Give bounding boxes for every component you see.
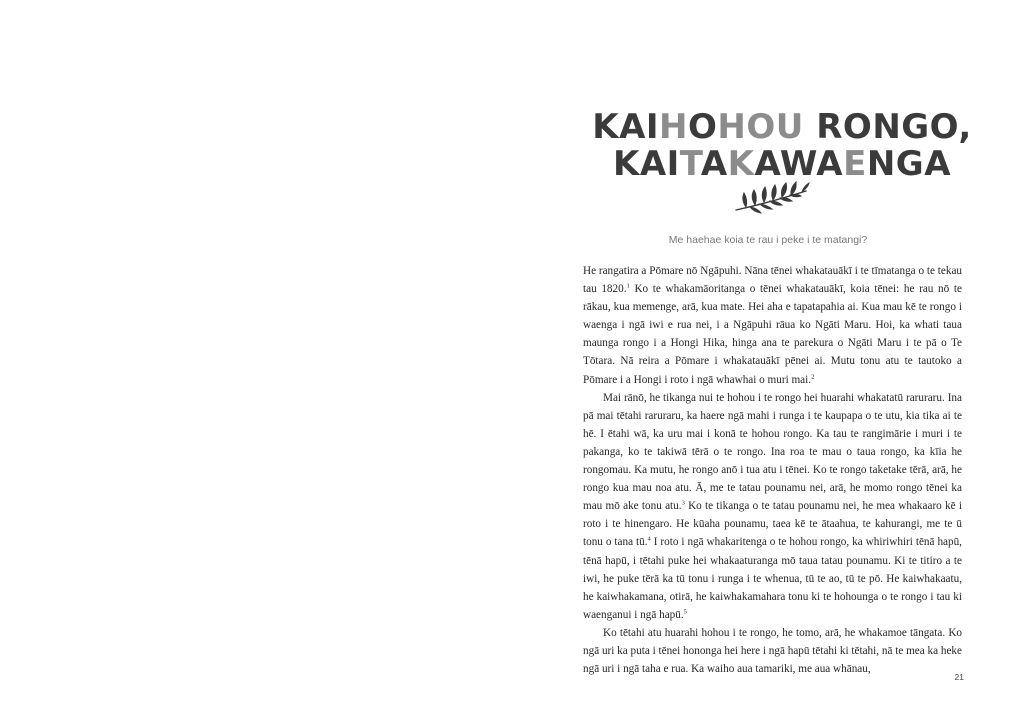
title-fragment: H [659,106,689,147]
title-fragment: O [688,106,718,147]
chapter-title-line-1 [582,106,982,147]
title-fragment: NGA [866,143,952,184]
paragraph-text: He rangatira a Pōmare nō Ngāpuhi. Nāna tēnei whakatauākī i te tīmatanga o te tekau tau 1820. [583,265,962,296]
paragraph-text: Ko te whakamāoritanga o tēnei whakatauākī, koia tēnei: he rau nō te rākau, kua memenge, arā, kua mate. Hei aha e tapatapahia ai. Kua mau kē te rongo i waenga i ngā iwi e rua nei, i a Ngāpuhi rāua ko Ngāti Maru. Hoi, ka whati taua maunga rongo i a Hongi Hika, hinga ana te parekura o Ngāti Maru i te pā o Te Tōtara. Nā reira a Pōmare i whakatauākī pēnei ai. Mutu tonu atu te tautoko a Pōmare i a Hongi i roto i ngā whawhai o muri mai. [583,283,962,386]
paragraph-text: Ko te tikanga o te tatau pounamu nei, he mea whakaaro kē i roto i te hinengaro. He kūaha pounamu, taea kē te ātaahua, te kahurangi, me te ū tonu o tana tū. [583,500,962,549]
paragraph-text: I roto i ngā whakaritenga o te hohou rongo, ka whiriwhiri tēnā hapū, tēnā hapū, i tētahi puke hei whakaaturanga mō taua tatau pounamu. Ki te titiro a te iwi, he puke tērā ka tū tonu i runga i te whenua, tū te ao, tū te pō. He kaiwhakaatu, he kaiwhakamana, otirā, he kaiwhakamahara tonu ki te hohounga o te rongo i tau ki waenganui i ngā hapū. [583,536,962,621]
paragraph-text: Ko tētahi atu huarahi hohou i te rongo, he tomo, arā, he whakamoe tāngata. Ko ngā uri ka puta i tēnei hononga hei here i ngā hapū tētahi ki tētahi, nā te mea ka heke ngā uri i ngā taha e rua. Ka waiho aua tamariki, me aua whānau, [583,626,962,676]
chapter-body-text [583,262,962,678]
footnote-marker[interactable]: 3 [681,499,685,507]
chapter-title [582,106,982,184]
body-paragraph [583,624,962,678]
title-fragment [804,107,816,147]
chapter-title-line-2 [582,143,982,184]
body-paragraph [583,262,962,389]
footnote-marker[interactable]: 5 [683,608,687,616]
title-fragment: KAI [612,143,680,184]
page-number: 21 [954,672,964,682]
title-fragment: KAI [592,106,660,147]
footnote-marker[interactable]: 2 [811,372,815,380]
title-fragment: HOU [717,106,804,147]
title-fragment: RONGO [816,106,959,147]
footnote-marker[interactable]: 1 [626,282,630,290]
title-fragment: AWA [754,143,844,184]
title-fragment: K [727,143,755,184]
right-page [512,0,1024,723]
title-fragment: , [958,106,972,147]
chapter-proverb: Me haehae koia te rau i peke i te matangi? [668,234,868,246]
title-fragment: E [843,143,867,184]
footnote-marker[interactable]: 4 [647,535,651,543]
title-fragment: A [700,143,728,184]
title-fragment: T [679,143,701,184]
paragraph-text: Mai rānō, he tikanga nui te hohou i te rongo hei huarahi whakatatū raruraru. Ina pā mai tētahi raruraru, ka haere ngā mahi i runga i te kaupapa o te utu, kia tika ai te hē. I ētahi wā, ka uru mai i konā te hohou rongo. Ka tau te rangimārie i muri i te pakanga, ko te takiwā tērā o te rongo. Ina roa te mau o taua rongo, ka kīia he rongomau. Ka mutu, he rongo anō i tua atu i tēnei. Ko te rongo taketake tērā, arā, he rongo kua mau noa atu. Ā, me te tatau pounamu nei, arā, he momo rongo tēnei ka mau mō ake tonu atu. [583,391,962,513]
body-paragraph [583,389,962,624]
fern-sprig-icon [732,179,810,215]
